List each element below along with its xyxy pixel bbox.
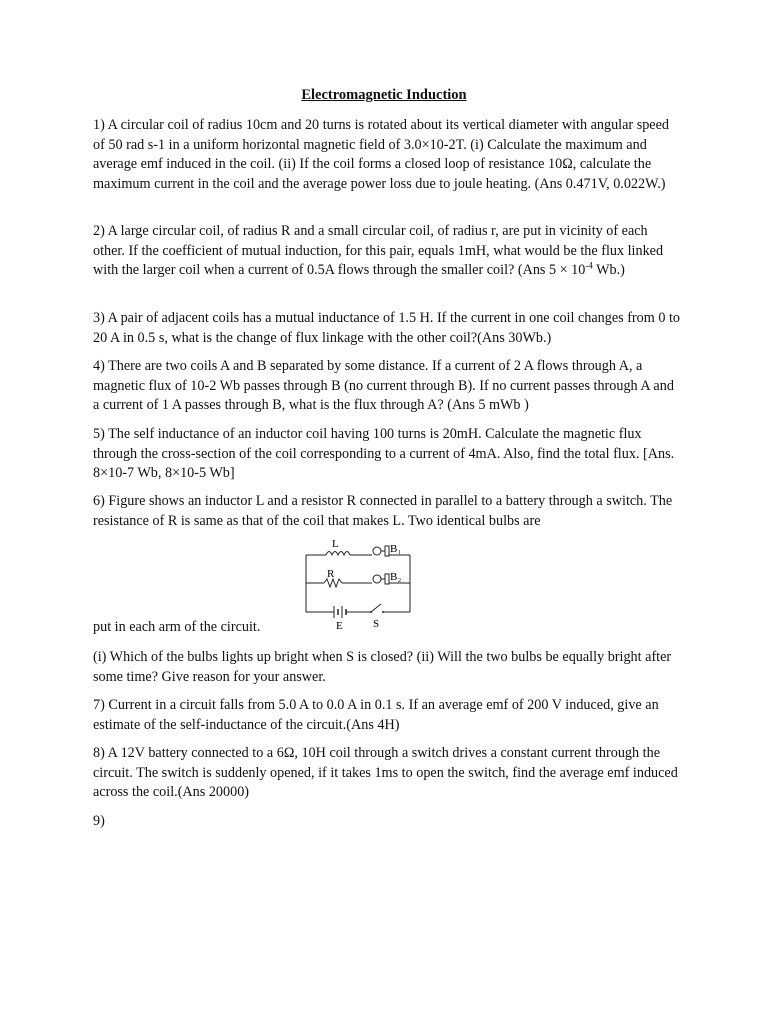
resistor-icon (324, 579, 342, 587)
question-8: 8) A 12V battery connected to a 6Ω, 10H coil through a switch drives a constant current through the circuit. The switch is suddenly opened, if it takes 1ms to open the switch, find the average emf induced across the coil.(Ans 20000) (93, 745, 678, 800)
question-2-unit: Wb.) (592, 262, 625, 278)
page-title: Electromagnetic Induction (301, 87, 467, 103)
question-2-exponent: -4 (585, 260, 593, 271)
inductor-icon (326, 552, 350, 556)
label-B2-subscript: 2 (398, 578, 401, 584)
label-B1-subscript: 1 (398, 550, 401, 556)
question-2-text: 2) A large circular coil, of radius R and a small circular coil, of radius r, are put in vicinity of each other. If the coefficient of mutual induction, for this pair, equals 1mH, what would be the flux linked with the larger coil when a current of 0.5A flows through the smaller coil? (Ans 5 × 10 (93, 223, 664, 278)
question-9: 9) (93, 813, 105, 829)
question-6: 6) Figure shows an inductor L and a resistor R connected in parallel to a battery through a switch. The resistance of R is same as that of the coil that makes L. Two identical bulbs are (93, 493, 673, 529)
question-4: 4) There are two coils A and B separated by some distance. If a current of 2 A flows through A, a magnetic flux of 10-2 Wb passes through B (no current through B). If no current passes through A and a current of 1 A passes through B, what is the flux through A? (Ans 5 mWb ) (93, 358, 674, 413)
label-L: L (332, 538, 339, 550)
label-R: R (327, 568, 335, 580)
question-1: 1) A circular coil of radius 10cm and 20 turns is rotated about its vertical diameter with angular speed of 50 rad s-1 in a uniform horizontal magnetic field of 3.0×10-2T. (i) Calculate the maximum and average emf induced in the coil. (ii) If the coil forms a closed loop of resistance 10Ω, calculate the maximum current in the coil and the average power loss due to joule heating. (Ans 0.471V, 0.022W.) (93, 117, 669, 192)
label-B1: B (390, 543, 398, 555)
bulb-2-icon (373, 575, 381, 583)
label-B2: B (390, 571, 398, 583)
question-7: 7) Current in a circuit falls from 5.0 A to 0.0 A in 0.1 s. If an average emf of 200 V induced, give an estimate of the self-inductance of the circuit.(Ans 4H) (93, 697, 659, 733)
question-2 (93, 222, 683, 281)
question-6-parts: (i) Which of the bulbs lights up bright when S is closed? (ii) Will the two bulbs be equally bright after some time? Give reason for your answer. (93, 649, 672, 685)
bulb-1-icon (373, 547, 381, 555)
switch-icon (371, 604, 381, 612)
question-6-tail: put in each arm of the circuit. (93, 619, 261, 635)
label-S: S (373, 618, 380, 630)
label-E: E (336, 620, 343, 632)
question-3: 3) A pair of adjacent coils has a mutual inductance of 1.5 H. If the current in one coil changes from 0 to 20 A in 0.5 s, what is the change of flux linkage with the other coil?(Ans 30Wb.) (93, 310, 681, 346)
question-5: 5) The self inductance of an inductor coil having 100 turns is 20mH. Calculate the magnetic flux through the cross-section of the coil corresponding to a current of 4mA. Also, find the total flux. [Ans. 8×10-7 Wb, 8×10-5 Wb] (93, 426, 675, 481)
